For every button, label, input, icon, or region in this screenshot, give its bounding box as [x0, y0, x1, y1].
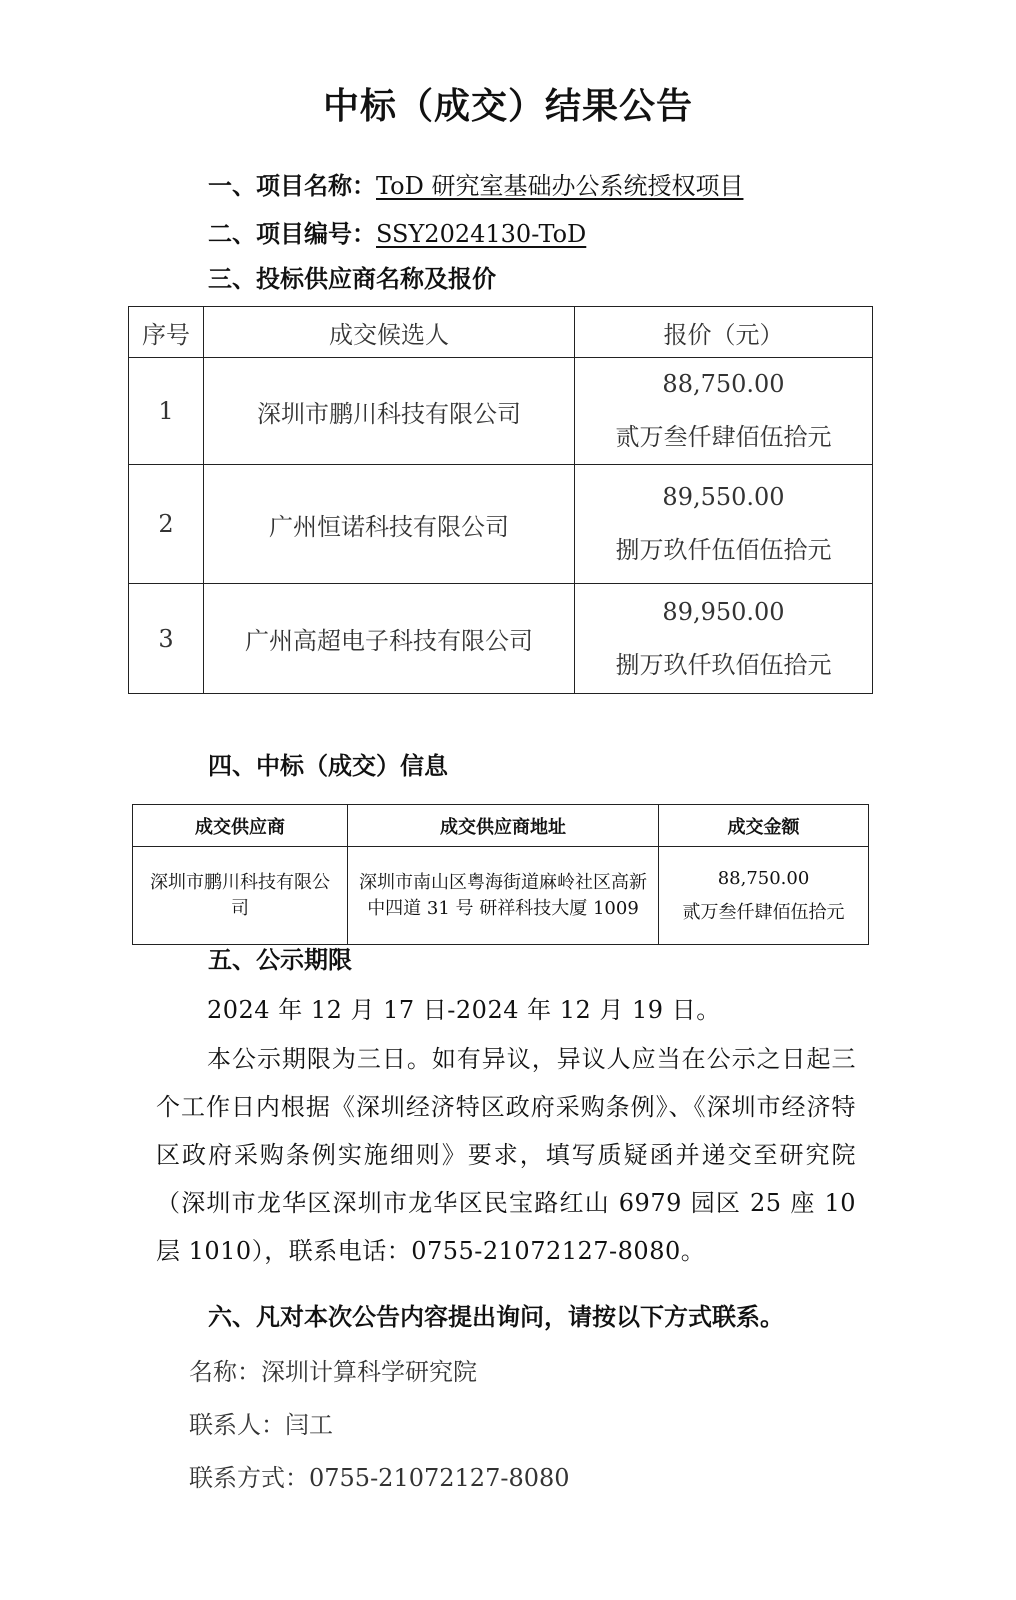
award-address: 深圳市南山区粤海街道麻岭社区高新中四道 31 号 研祥科技大厦 1009 [348, 847, 659, 945]
award-amount-words: 贰万叁仟肆佰伍拾元 [682, 901, 845, 923]
project-name-value: ToD 研究室基础办公系统授权项目 [376, 172, 744, 200]
project-name-line [208, 166, 743, 201]
publicity-period-heading: 五、公示期限 [208, 946, 352, 974]
price-words: 贰万叁仟肆佰伍拾元 [615, 423, 832, 451]
contact-phone: 联系方式：0755-21072127-8080 [189, 1464, 570, 1492]
award-table [132, 804, 869, 945]
award-info-heading: 四、中标（成交）信息 [208, 752, 448, 780]
price-amount: 88,750.00 [662, 370, 785, 398]
candidate-name: 深圳市鹏川科技有限公司 [204, 358, 575, 465]
project-name-label: 一、项目名称： [208, 172, 376, 200]
price-cell [575, 584, 873, 694]
publicity-period-dates: 2024 年 12 月 17 日-2024 年 12 月 19 日。 [207, 996, 721, 1024]
price-words: 捌万玖仟玖佰伍拾元 [615, 650, 832, 679]
objection-notice: 本公示期限为三日。如有异议，异议人应当在公示之日起三个工作日内根据《深圳经济特区政府采购条例》、《深圳市经济特区政府采购条例实施细则》要求，填写质疑函并递交至研究院（深圳市龙华区深圳市龙华区民宝路红山 6979 园区 25 座 10 层 1010），联系电话：0755-21072127-8080。 [156, 1045, 856, 1265]
col-header-no: 序号 [129, 307, 204, 358]
col-header-price: 报价（元） [575, 307, 873, 358]
col-header-candidate: 成交候选人 [204, 307, 575, 358]
project-number-label: 二、项目编号： [208, 220, 376, 248]
candidate-name: 广州高超电子科技有限公司 [204, 584, 575, 694]
inquiry-heading: 六、凡对本次公告内容提出询问，请按以下方式联系。 [208, 1303, 784, 1331]
col-header-amount: 成交金额 [659, 805, 869, 847]
price-amount: 89,950.00 [662, 597, 785, 626]
table-row [129, 584, 873, 694]
price-cell [575, 358, 873, 465]
bidders-heading: 三、投标供应商名称及报价 [208, 265, 496, 293]
award-amount: 88,750.00 [717, 867, 810, 889]
award-amount-cell [659, 847, 869, 945]
table-row [129, 358, 873, 465]
candidate-name: 广州恒诺科技有限公司 [204, 465, 575, 584]
bid-table [128, 306, 873, 694]
row-number: 3 [129, 584, 204, 694]
table-row [129, 465, 873, 584]
contact-organization: 名称：深圳计算科学研究院 [189, 1358, 477, 1386]
project-number-line [208, 214, 586, 249]
price-words: 捌万玖仟伍佰伍拾元 [615, 536, 832, 564]
contact-person: 联系人：闫工 [189, 1411, 333, 1439]
award-supplier: 深圳市鹏川科技有限公司 [133, 847, 348, 945]
page-title: 中标（成交）结果公告 [322, 86, 693, 127]
row-number: 2 [129, 465, 204, 584]
project-number-value: SSY2024130-ToD [376, 220, 587, 248]
price-cell [575, 465, 873, 584]
table-row [133, 847, 869, 945]
price-amount: 89,550.00 [662, 483, 785, 511]
award-table-header [133, 805, 869, 847]
bid-table-header [129, 307, 873, 358]
col-header-address: 成交供应商地址 [348, 805, 659, 847]
col-header-supplier: 成交供应商 [133, 805, 348, 847]
row-number: 1 [129, 358, 204, 465]
